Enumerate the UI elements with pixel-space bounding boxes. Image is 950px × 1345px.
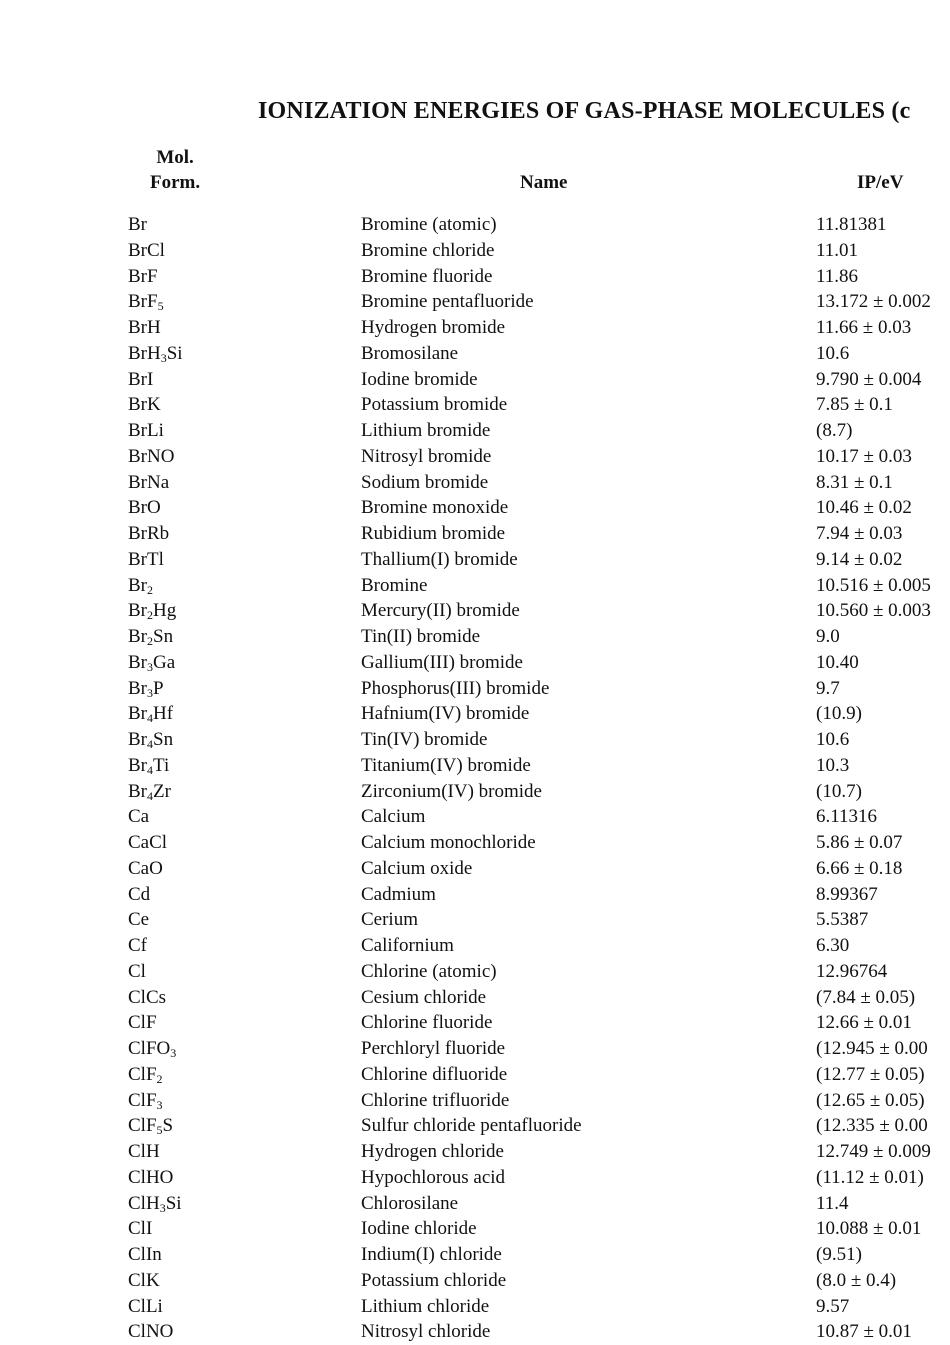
- ionization-energy: 9.0: [816, 626, 840, 647]
- compound-name: Lithium bromide: [361, 420, 491, 441]
- table-row: [0, 701, 950, 727]
- molecular-formula: ClF: [128, 1012, 157, 1034]
- compound-name: Chlorine (atomic): [361, 960, 497, 982]
- ionization-energy: (12.65 ± 0.05): [816, 1089, 925, 1111]
- molecular-formula: CaO: [128, 857, 163, 879]
- ionization-energy: 12.66 ± 0.01: [816, 1012, 912, 1034]
- table-row: [0, 650, 950, 676]
- table-row: [0, 959, 950, 985]
- molecular-formula: CaCl: [128, 832, 168, 853]
- molecular-formula: ClLi: [128, 1295, 163, 1317]
- ionization-energy: (12.77 ± 0.05): [816, 1063, 925, 1085]
- molecular-formula: BrRb: [128, 523, 170, 544]
- molecular-formula: ClK: [128, 1269, 160, 1291]
- molecular-formula: ClFO$_3$: [128, 1038, 177, 1060]
- molecular-formula: ClF$_3$: [128, 1089, 163, 1112]
- ionization-energy: 6.30: [816, 935, 850, 956]
- table-row: [0, 1088, 950, 1114]
- compound-name: Bromine (atomic): [361, 214, 497, 235]
- molecular-formula: $Br_2Hg$: [128, 600, 177, 623]
- table-row: [0, 1062, 950, 1088]
- table-row: [0, 367, 950, 393]
- ionization-energy: 10.516 ± 0.005: [816, 574, 931, 596]
- table-row: [0, 804, 950, 830]
- molecular-formula: BrO: [128, 497, 161, 519]
- table-row: [0, 1242, 950, 1268]
- ionization-energy: 7.94 ± 0.03: [816, 523, 903, 544]
- compound-name: Potassium chloride: [361, 1269, 507, 1291]
- compound-name: Hafnium(IV) bromide: [361, 703, 530, 725]
- table-row: [0, 1036, 950, 1062]
- ionization-energy: 10.40: [816, 651, 859, 673]
- molecular-formula: Cl: [128, 960, 146, 982]
- ionization-energy: 8.31 ± 0.1: [816, 471, 893, 493]
- compound-name: Bromine fluoride: [361, 265, 493, 287]
- compound-name: Nitrosyl chloride: [361, 1321, 491, 1343]
- ionization-energy: 12.749 ± 0.009: [816, 1141, 931, 1162]
- compound-name: Bromosilane: [361, 342, 459, 364]
- molecular-formula: $Br_3P$: [128, 677, 164, 700]
- compound-name: Chlorine fluoride: [361, 1012, 493, 1034]
- compound-name: Hypochlorous acid: [361, 1166, 506, 1188]
- compound-name: Perchloryl fluoride: [361, 1038, 506, 1059]
- formula-header-line1: Mol.: [156, 147, 194, 168]
- ionization-energy: (12.945 ± 0.00: [816, 1038, 928, 1059]
- table-row: [0, 238, 950, 264]
- table-row: [0, 573, 950, 599]
- compound-name: Tin(II) bromide: [361, 626, 481, 647]
- molecular-formula: ClH: [128, 1141, 160, 1162]
- table-row: [0, 985, 950, 1011]
- compound-name: Titanium(IV) bromide: [361, 754, 531, 776]
- compound-name: Zirconium(IV) bromide: [361, 780, 542, 802]
- ip-column-header: IP/eV: [857, 172, 904, 193]
- table-row: [0, 779, 950, 805]
- compound-name: Sodium bromide: [361, 471, 489, 493]
- table-row: [0, 495, 950, 521]
- ionization-energy: 12.96764: [816, 960, 888, 982]
- ionization-energy: 5.5387: [816, 909, 869, 931]
- name-column-header: Name: [520, 172, 568, 193]
- data-table: [0, 212, 950, 1345]
- compound-name: Hydrogen bromide: [361, 317, 506, 338]
- formula-header-line2: Form.: [150, 172, 201, 193]
- ionization-energy: 9.7: [816, 677, 840, 699]
- molecular-formula: BrF: [128, 265, 158, 287]
- molecular-formula: BrLi: [128, 420, 164, 441]
- ionization-energy: (12.335 ± 0.00: [816, 1115, 928, 1137]
- compound-name: Phosphorus(III) bromide: [361, 677, 550, 699]
- ionization-energy: 11.86: [816, 265, 859, 287]
- table-row: [0, 444, 950, 470]
- table-row: [0, 753, 950, 779]
- ionization-energy: 10.088 ± 0.01: [816, 1218, 922, 1240]
- molecular-formula: ClNO: [128, 1321, 174, 1343]
- compound-name: Cerium: [361, 909, 418, 931]
- ionization-energy: 13.172 ± 0.002: [816, 291, 931, 313]
- ionization-energy: 8.99367: [816, 883, 878, 905]
- molecular-formula: BrF$_5$: [128, 291, 164, 314]
- table-row: [0, 418, 950, 444]
- ionization-energy: 11.66 ± 0.03: [816, 317, 912, 338]
- molecular-formula: $Br_4Sn$: [128, 729, 174, 751]
- compound-name: Cadmium: [361, 883, 436, 905]
- compound-name: Chlorine difluoride: [361, 1063, 508, 1085]
- ionization-energy: (8.7): [816, 420, 853, 441]
- ionization-energy: 7.85 ± 0.1: [816, 394, 893, 416]
- molecular-formula: ClF$_2$: [128, 1063, 163, 1086]
- page-title: IONIZATION ENERGIES OF GAS-PHASE MOLECULES (c: [258, 98, 911, 124]
- molecular-formula: $Br_3Ga$: [128, 651, 176, 674]
- compound-name: Sulfur chloride pentafluoride: [361, 1115, 582, 1137]
- table-row: [0, 264, 950, 290]
- compound-name: Chlorosilane: [361, 1192, 459, 1214]
- molecular-formula: Br: [128, 214, 147, 235]
- molecular-formula: Ce: [128, 909, 150, 931]
- compound-name: Thallium(I) bromide: [361, 548, 518, 570]
- ionization-energy: 9.57: [816, 1295, 850, 1317]
- ionization-energy: 9.14 ± 0.02: [816, 548, 903, 570]
- compound-name: Calcium: [361, 806, 426, 828]
- table-row: [0, 882, 950, 908]
- table-row: [0, 907, 950, 933]
- compound-name: Iodine chloride: [361, 1218, 477, 1240]
- molecular-formula: ClH$_3$Si: [128, 1192, 182, 1215]
- table-row: [0, 212, 950, 238]
- molecular-formula: $Br_2$: [128, 574, 153, 597]
- compound-name: Tin(IV) bromide: [361, 729, 488, 750]
- compound-name: Bromine: [361, 574, 428, 596]
- table-row: [0, 598, 950, 624]
- compound-name: Calcium oxide: [361, 857, 473, 879]
- table-row: [0, 1010, 950, 1036]
- ionization-energy: (8.0 ± 0.4): [816, 1269, 897, 1291]
- ionization-energy: 11.81381: [816, 214, 887, 235]
- ionization-energy: 10.560 ± 0.003: [816, 600, 931, 622]
- molecular-formula: Cf: [128, 935, 147, 956]
- ionization-energy: (9.51): [816, 1244, 862, 1265]
- molecular-formula: BrH$_3$Si: [128, 342, 183, 365]
- table-row: [0, 727, 950, 753]
- ionization-energy: 10.6: [816, 729, 850, 750]
- molecular-formula: $Br_4Ti$: [128, 754, 170, 777]
- table-row: [0, 1113, 950, 1139]
- molecular-formula: ClF$_5$S: [128, 1115, 174, 1138]
- table-row: [0, 1191, 950, 1217]
- compound-name: Hydrogen chloride: [361, 1141, 504, 1162]
- molecular-formula: ClCs: [128, 986, 167, 1008]
- ionization-energy: 10.46 ± 0.02: [816, 497, 912, 519]
- compound-name: Potassium bromide: [361, 394, 508, 416]
- compound-name: Rubidium bromide: [361, 523, 506, 544]
- ionization-energy: 9.790 ± 0.004: [816, 368, 922, 390]
- molecular-formula: BrNa: [128, 471, 170, 493]
- table-row: [0, 521, 950, 547]
- formula-column-header: [150, 145, 200, 195]
- molecular-formula: BrK: [128, 394, 161, 416]
- compound-name: Bromine chloride: [361, 239, 495, 261]
- table-row: [0, 470, 950, 496]
- table-row: [0, 1268, 950, 1294]
- table-row: [0, 315, 950, 341]
- table-row: [0, 1216, 950, 1242]
- table-row: [0, 1165, 950, 1191]
- table-row: [0, 341, 950, 367]
- molecular-formula: ClHO: [128, 1166, 174, 1188]
- table-row: [0, 1139, 950, 1165]
- ionization-energy: (10.7): [816, 780, 862, 802]
- table-row: [0, 856, 950, 882]
- molecular-formula: BrI: [128, 368, 154, 390]
- compound-name: Bromine monoxide: [361, 497, 509, 519]
- molecular-formula: Cd: [128, 883, 151, 905]
- compound-name: Chlorine trifluoride: [361, 1089, 510, 1111]
- compound-name: Bromine pentafluoride: [361, 291, 534, 313]
- compound-name: Californium: [361, 935, 454, 956]
- table-row: [0, 1294, 950, 1320]
- ionization-energy: 6.66 ± 0.18: [816, 857, 903, 879]
- molecular-formula: Ca: [128, 806, 150, 828]
- table-row: [0, 624, 950, 650]
- molecular-formula: BrTl: [128, 548, 164, 570]
- ionization-energy: 10.6: [816, 342, 850, 364]
- table-row: [0, 676, 950, 702]
- table-row: [0, 289, 950, 315]
- compound-name: Mercury(II) bromide: [361, 600, 520, 622]
- molecular-formula: $Br_2Sn$: [128, 626, 174, 648]
- molecular-formula: BrCl: [128, 239, 165, 261]
- ionization-energy: 6.11316: [816, 806, 878, 828]
- ionization-energy: 11.4: [816, 1192, 849, 1214]
- ionization-energy: (10.9): [816, 703, 862, 725]
- compound-name: Indium(I) chloride: [361, 1244, 502, 1265]
- table-row: [0, 830, 950, 856]
- compound-name: Gallium(III) bromide: [361, 651, 523, 673]
- molecular-formula: BrH: [128, 317, 161, 338]
- ionization-energy: 10.87 ± 0.01: [816, 1321, 912, 1343]
- table-row: [0, 933, 950, 959]
- molecular-formula: ClI: [128, 1218, 153, 1240]
- table-row: [0, 547, 950, 573]
- compound-name: Nitrosyl bromide: [361, 445, 492, 467]
- molecular-formula: BrNO: [128, 445, 175, 467]
- ionization-energy: 5.86 ± 0.07: [816, 832, 903, 853]
- ionization-energy: 10.3: [816, 754, 850, 776]
- table-row: [0, 1319, 950, 1345]
- compound-name: Iodine bromide: [361, 368, 478, 390]
- table-row: [0, 392, 950, 418]
- ionization-energy: (7.84 ± 0.05): [816, 986, 916, 1008]
- compound-name: Lithium chloride: [361, 1295, 490, 1317]
- ionization-energy: (11.12 ± 0.01): [816, 1166, 924, 1188]
- molecular-formula: $Br_4Hf$: [128, 703, 174, 726]
- compound-name: Calcium monochloride: [361, 832, 536, 853]
- ionization-energy: 11.01: [816, 239, 859, 261]
- molecular-formula: ClIn: [128, 1244, 162, 1265]
- molecular-formula: $Br_4Zr$: [128, 780, 171, 803]
- compound-name: Cesium chloride: [361, 986, 487, 1008]
- ionization-energy: 10.17 ± 0.03: [816, 445, 912, 467]
